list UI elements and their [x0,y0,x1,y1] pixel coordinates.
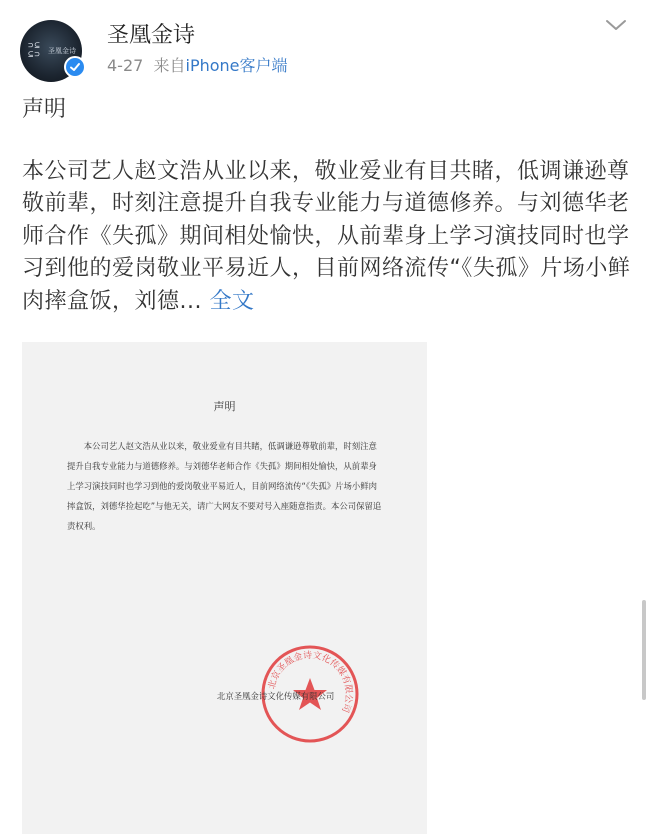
avatar-logo-icon: ⊃⊆ ⊆⊃ [28,41,41,60]
svg-text:北京圣凰金诗文化传媒有限公司: 北京圣凰金诗文化传媒有限公司 [267,650,354,714]
avatar-logo-text: 圣凰金诗 [48,47,76,55]
scrollbar[interactable] [642,600,646,700]
post-date: 4-27 [107,56,144,75]
document-signature: 北京圣凰金诗文化传媒有限公司 [217,691,335,701]
post-body-text: 本公司艺人赵文浩从业以来，敬业爱业有目共睹，低调谦逊尊敬前辈，时刻注意提升自我专业能力与道德修养。与刘德华老师合作《失孤》期间相处愉快，从前辈身上学习演技同时也学习到他的爱岗敬业平易近人，目前网络流传“《失孤》片场小鲜肉摔盒饭，刘德... [22,159,631,314]
statement-image[interactable] [22,342,427,834]
chevron-down-icon[interactable] [604,16,628,34]
post-meta [107,53,288,76]
verified-badge-icon [64,56,86,78]
source-device-link[interactable]: iPhone客户端 [185,56,288,75]
document-title: 声明 [213,400,236,413]
post-heading: 声明 [22,97,67,122]
full-text-link[interactable]: 全文 [209,288,255,314]
source-prefix: 来自 [153,56,186,75]
document-body: 本公司艺人赵文浩从业以来，敬业爱业有目共睹，低调谦逊尊敬前辈，时刻注意提升自我专业能力与道德修养。与刘德华老师合作《失孤》期间相处愉快，从前辈身上学习演技同时也学习到他的爱岗敬业平易近人，目前网络流传“《失孤》片场小鲜肉摔盒饭，刘德华捡起吃”与他无关，请广大网友不要对号入座随意指责。本公司保留追责权利。 [67,441,382,531]
post-body [22,156,632,318]
author-name[interactable]: 圣凰金诗 [107,23,196,48]
